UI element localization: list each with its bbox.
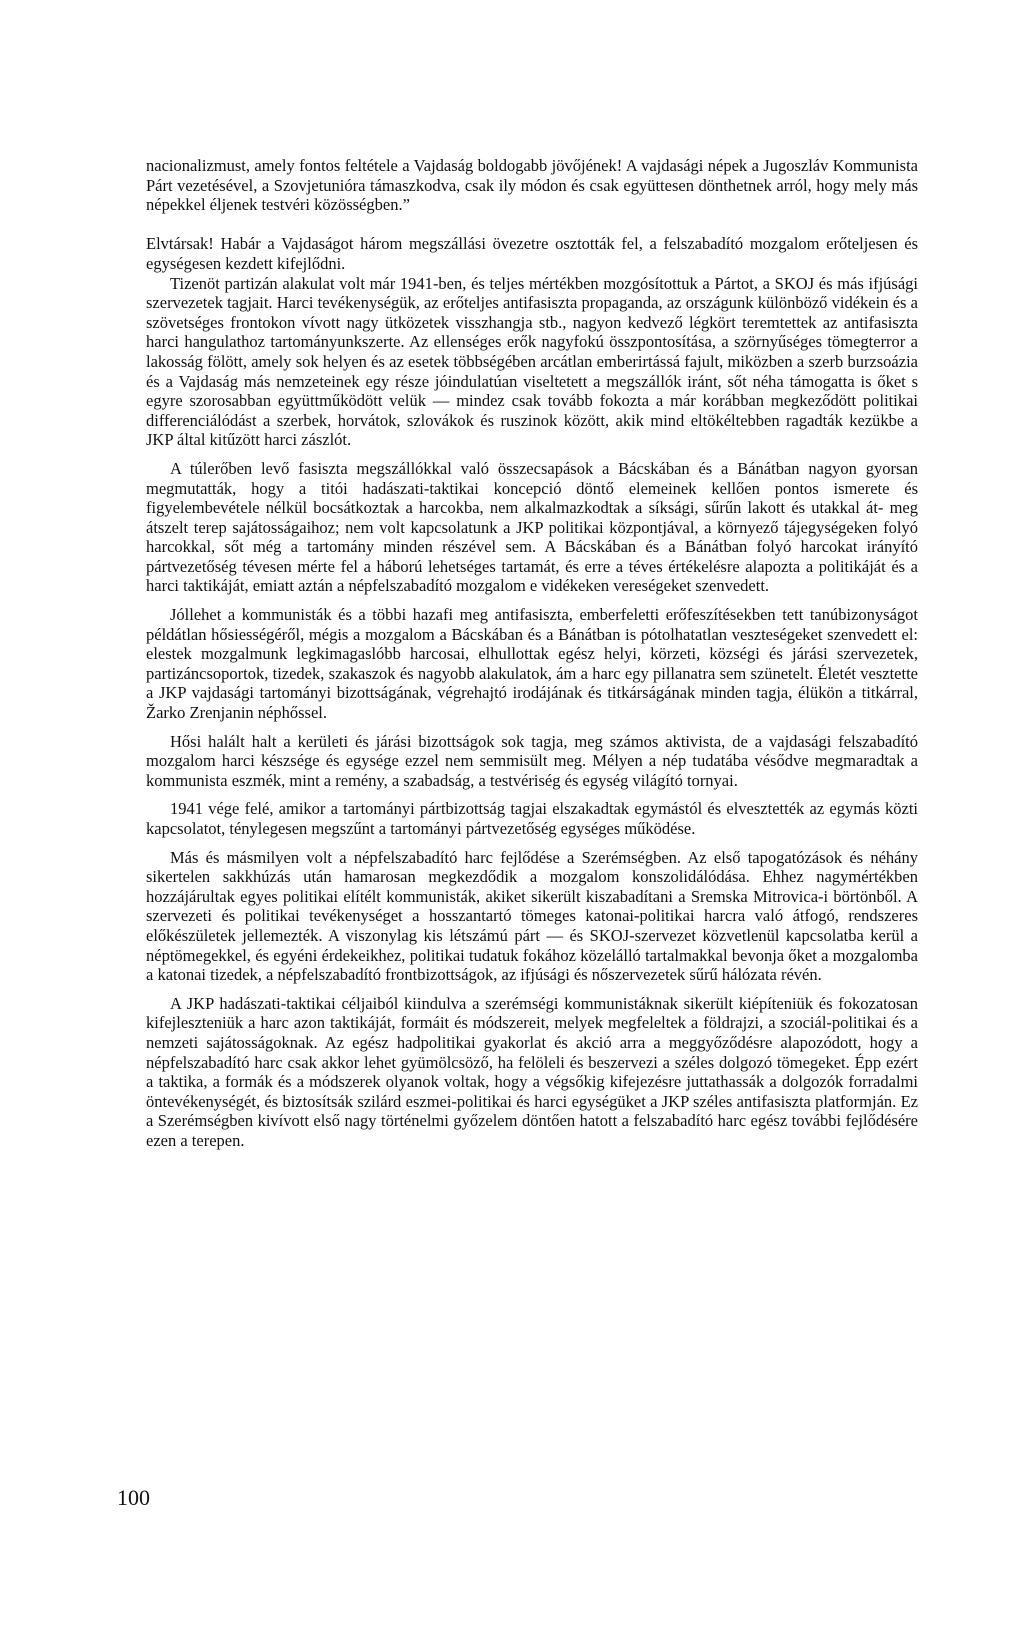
paragraph-5: Jóllehet a kommunisták és a többi hazafi meg antifasiszta, emberfeletti erőfeszítésekben tett tanúbizonyságot példátlan hősiességéről, mégis a mozgalom a Bácskában és a Bánátban is pótolhatatlan veszteségeket szenvedett el: elestek mozgalmunk legkimagaslóbb harcosai, elhullottak egész helyi, körzeti, községi és járási szervezetek, partizáncsoportok, tizedek, szakaszok és nagyobb alakulatok, ám a harc egy pillanatra sem szünetelt. Életét vesztette a JKP vajdasági tartományi bizottságának, végrehajtó irodájának és titkárságának minden tagja, élükön a titkárral, Žarko Zrenjanin néphőssel. xyxy=(146,605,918,723)
paragraph-8: Más és másmilyen volt a népfelszabadító harc fejlődése a Szerémségben. Az első tapogatózások és néhány sikertelen sakkhúzás után hamarosan megkezdődik a mozgalom konszolidálódása. Ehhez nagymértékben hozzájárultak egyes politikai elítélt kommunisták, akiket sikerült kiszabadítani a Sremska Mitrovica-i börtönből. A szervezeti és politikai tevékenységet a hosszantartó tömeges katonai-politikai harcra való átfogó, rendszeres előkészületek jellemezték. A viszonylag kis létszámú párt — és SKOJ-szervezet közvetlenül kapcsolatba kerül a néptömegekkel, és egyéni érdekeikhez, politikai tudatuk fokához közelálló tartalmakkal bevonja őket a mozgalomba a katonai tizedek, a népfelszabadító frontbizottságok, az ifjúsági és nőszervezetek sűrű hálózata révén. xyxy=(146,847,918,985)
paragraph-2: Elvtársak! Habár a Vajdaságot három megszállási övezetre osztották fel, a felszabadító mozgalom erőteljesen és egységesen kezdett kifejlődni. xyxy=(146,234,918,273)
paragraph-7: 1941 vége felé, amikor a tartományi pártbizottság tagjai elszakadtak egymástól és elvesztették az egymás közti kapcsolatot, ténylegesen megszűnt a tartományi pártvezetőség egységes működése. xyxy=(146,799,918,838)
page-number: 100 xyxy=(117,1485,150,1510)
paragraph-6: Hősi halált halt a kerületi és járási bizottságok sok tagja, meg számos aktivista, de a vajdasági felszabadító mozgalom harci készsége és egysége ezzel nem semmisült meg. Mélyen a nép tudatába vésődve megmaradtak a kommunista eszmék, mint a remény, a szabadság, a testvériség és egység világító tornyai. xyxy=(146,731,918,790)
paragraph-4: A túlerőben levő fasiszta megszállókkal való összecsapások a Bácskában és a Bánátban nagyon gyorsan megmutatták, hogy a titói hadászati-taktikai koncepció döntő elemeinek kellően pontos ismerete és figyelembevétele nélkül bocsátkoztak a harcokba, nem alkalmazkodtak a síksági, sűrűn lakott és utakkal át- meg átszelt terep sajátosságaihoz; nem volt kapcsolatunk a JKP politikai központjával, a környező tájegységeken folyó harcokkal, sőt még a tartomány minden részével sem. A Bácskában és a Bánátban folyó harcokat irányító pártvezetőség tévesen mérte fel a háború lehetséges tartamát, és erre a téves értékelésre alapozta a politikáját és a harci taktikáját, emiatt aztán a népfelszabadító mozgalom e vidékeken vereségeket szenvedett. xyxy=(146,458,918,596)
paragraph-3: Tizenöt partizán alakulat volt már 1941-ben, és teljes mértékben mozgósítottuk a Pártot, a SKOJ és más ifjúsági szervezetek tagjait. Harci tevékenységük, az erőteljes antifasiszta propaganda, az országunk különböző vidékein és a szövetséges frontokon vívott nagy ütközetek visszhangja stb., nagyon kedvező légkört teremtettek az antifasiszta harci hangulathoz tartományunkszerte. Az ellenséges erők nagyfokú összpontosítása, a szörnyűséges tömegterror a lakosság fölött, amely sok helyen és az esetek többségében arcátlan emberirtássá fajult, miközben a szerb burzsoázia és a Vajdaság más nemzeteinek egy része jóindulatúan viseltetett a megszállók iránt, sőt néha támogatta is őket s egyre szorosabban együttműködött velük — mindez csak tovább fokozta a már korábban megkeződött politikai differenciálódást a szerbek, horvátok, szlovákok és ruszinok között, akik mind eltökéltebben ragadták kezükbe a JKP által kitűzött harci zászlót. xyxy=(146,273,918,450)
paragraph-9: A JKP hadászati-taktikai céljaiból kiindulva a szerémségi kommunistáknak sikerült kiépíteniük és fokozatosan kifejleszteniük a harc azon taktikáját, formáit és módszereit, melyek megfeleltek a földrajzi, a szociál-politikai és a nemzeti sajátosságoknak. Az egész hadpolitikai gyakorlat és akció arra a meggyőződésre alapozódott, hogy a népfelszabadító harc csak akkor lehet gyümölcsöző, ha felöleli és beszervezi a széles dolgozó tömegeket. Épp ezért a taktika, a formák és a módszerek olyanok voltak, hogy a végsőkig kifejezésre juttathassák a dolgozók forradalmi öntevékenységét, és biztosítsák szilárd eszmei-politikai és harci egységüket a JKP széles antifasiszta platformján. Ez a Szerémségben kivívott első nagy történelmi győzelem döntően hatott a felszabadító harc egész további fejlődésére ezen a terepen. xyxy=(146,993,918,1150)
paragraph-1: nacionalizmust, amely fontos feltétele a Vajdaság boldogabb jövőjének! A vajdasági népek a Jugoszláv Kommunista Párt vezetésével, a Szovjetunióra támaszkodva, csak ily módon és csak együttesen dönthetnek arról, hogy mely más népekkel éljenek testvéri közösségben.” xyxy=(146,156,918,215)
body-text xyxy=(146,156,918,1151)
